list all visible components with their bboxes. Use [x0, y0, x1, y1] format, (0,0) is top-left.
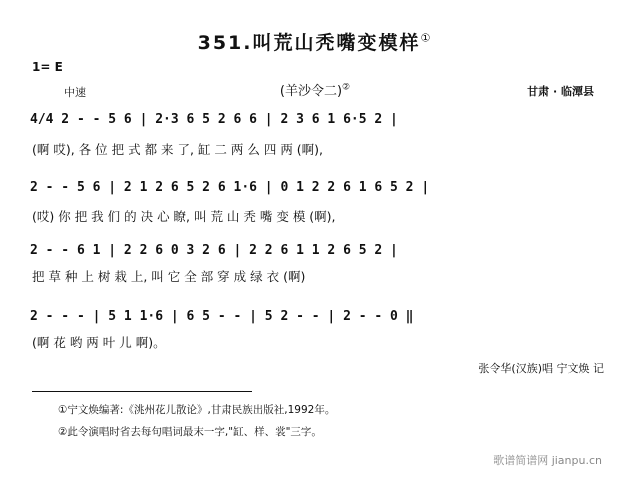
performer-credits: 张令华(汉族)唱 宁文焕 记: [478, 362, 604, 375]
footnote-2: ②此令演唱时省去每句唱词最末一字,"缸、样、裳"三字。: [58, 426, 322, 438]
lyrics-line-4: (啊 花 哟 两 叶 儿 啊)。: [32, 335, 166, 350]
notation-line-4: 2 - - - | 5 1 1·6 | 6 5 - - | 5 2 - - | 2 - - 0 ‖: [30, 309, 414, 324]
footnote-divider: [32, 391, 252, 392]
subtitle-footnote-marker: ②: [342, 82, 351, 93]
lyrics-line-3: 把 草 种 上 树 栽 上, 叫 它 全 部 穿 成 绿 衣 (啊): [32, 269, 306, 284]
subtitle-text: (羊沙令二): [279, 84, 343, 99]
song-title-text: 351.叫荒山秃嘴变模样: [197, 32, 421, 54]
region-label: 甘肃 · 临潭县: [527, 85, 594, 98]
lyrics-line-1: (啊 哎), 各 位 把 式 都 来 了, 缸 二 两 么 四 两 (啊),: [32, 142, 324, 157]
notation-line-2: 2 - - 5 6 | 2 1 2 6 5 2 6 1·6 | 0 1 2 2 6 1 6 5 2 |: [30, 180, 430, 195]
footnote-1: ①宁文焕编著:《洮州花儿散论》,甘肃民族出版社,1992年。: [58, 404, 336, 416]
tempo-marking: 中速: [64, 86, 86, 99]
site-watermark: 歌谱简谱网 jianpu.cn: [493, 454, 602, 467]
key-signature: 1= E: [32, 60, 63, 74]
title-footnote-marker: ①: [420, 31, 433, 45]
notation-line-3: 2 - - 6 1 | 2 2 6 0 3 2 6 | 2 2 6 1 1 2 6 5 2 |: [30, 243, 398, 258]
lyrics-line-2: (哎) 你 把 我 们 的 决 心 瞭, 叫 荒 山 秃 嘴 变 模 (啊),: [32, 209, 336, 224]
song-title: [0, 28, 630, 55]
notation-line-1: 4/4 2 - - 5 6 | 2·3 6 5 2 6 6 | 2 3 6 1 6·5 2 |: [30, 112, 398, 127]
